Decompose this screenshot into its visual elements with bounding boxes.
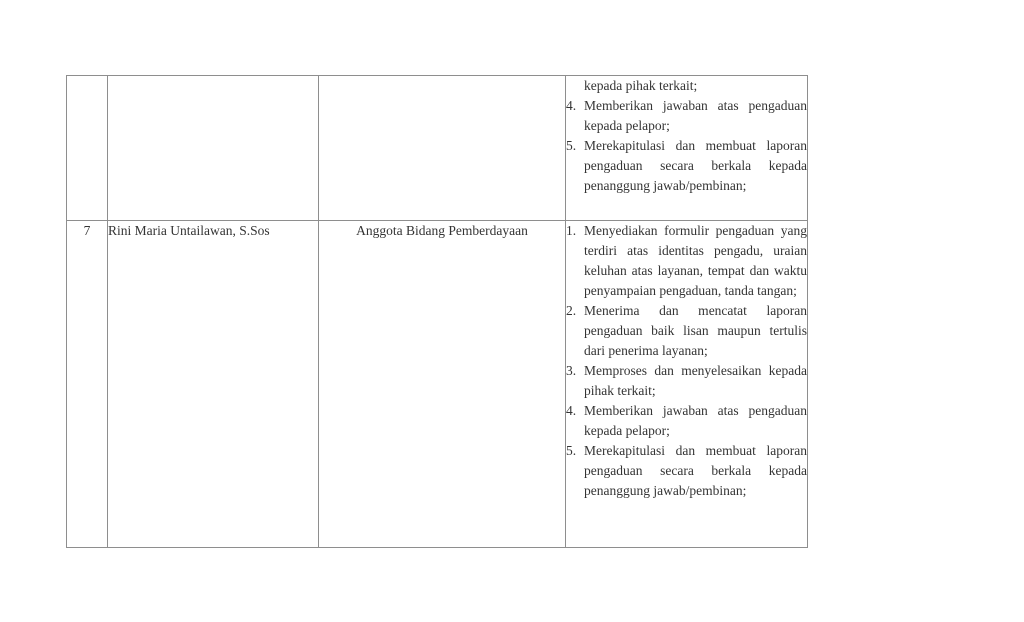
duty-text: Memberikan jawaban atas pengaduan kepada pelapor; (584, 403, 807, 438)
cell-number: 7 (67, 221, 108, 548)
duty-number: 5. (566, 138, 577, 153)
duty-text: Menerima dan mencatat laporan pengaduan baik lisan maupun tertulis dari penerima layanan; (584, 303, 807, 358)
duty-item (566, 401, 807, 441)
duty-number: 2. (566, 303, 577, 318)
duty-text: Memproses dan menyelesaikan kepada pihak terkait; (584, 363, 807, 398)
duty-item (566, 96, 807, 136)
cell-number-empty (67, 76, 108, 221)
duty-text: Menyediakan formulir pengaduan yang terdiri atas identitas pengadu, uraian keluhan atas layanan, tempat dan waktu penyampaian pengaduan, tanda tangan; (584, 223, 807, 298)
duty-number: 3. (566, 363, 577, 378)
duty-text: Memberikan jawaban atas pengaduan kepada pelapor; (584, 98, 807, 133)
duty-number: 1. (566, 223, 577, 238)
duty-text: Merekapitulasi dan membuat laporan pengaduan secara berkala kepada penanggung jawab/pembinan; (584, 138, 807, 193)
duty-text: Merekapitulasi dan membuat laporan pengaduan secara berkala kepada penanggung jawab/pembinan; (584, 443, 807, 498)
table-row-continuation (67, 76, 808, 221)
staff-duties-table (66, 75, 808, 548)
cell-duties (566, 221, 808, 548)
cell-name: Rini Maria Untailawan, S.Sos (108, 221, 319, 548)
cell-duties-continuation (566, 76, 808, 221)
duty-number: 4. (566, 403, 577, 418)
duty-continuation-text: kepada pihak terkait; (584, 78, 698, 93)
duty-number: 4. (566, 98, 577, 113)
duty-item (566, 136, 807, 196)
cell-name-empty (108, 76, 319, 221)
cell-position-empty (319, 76, 566, 221)
duty-item (566, 301, 807, 361)
duty-item (566, 221, 807, 301)
cell-position: Anggota Bidang Pemberdayaan (319, 221, 566, 548)
duty-number: 5. (566, 443, 577, 458)
duty-item (566, 361, 807, 401)
duty-item (566, 441, 807, 501)
table-row-7 (67, 221, 808, 548)
